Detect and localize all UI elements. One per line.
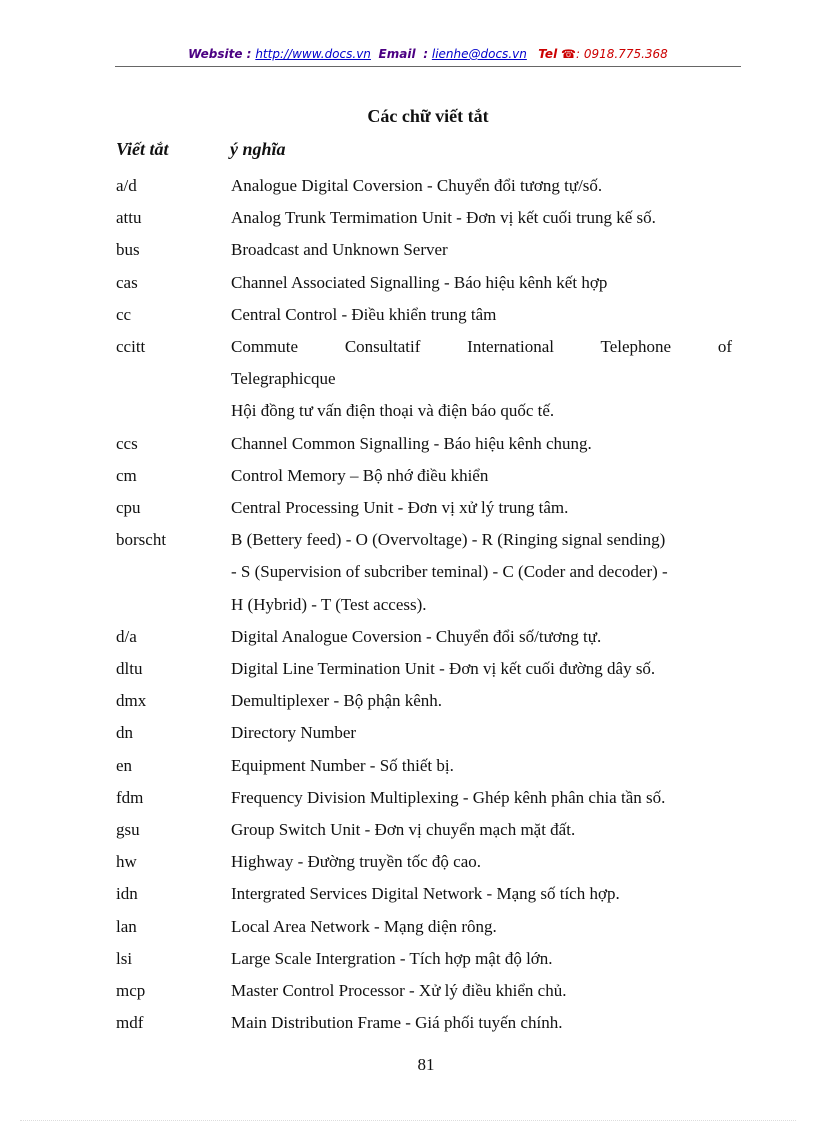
column-header-abbr: Viết tắt xyxy=(116,139,169,159)
abbreviation-meaning: B (Bettery feed) - O (Overvoltage) - R (Ringing signal sending) xyxy=(231,530,666,550)
list-item xyxy=(116,878,732,910)
abbreviation-meaning: Local Area Network - Mạng diện rông. xyxy=(231,916,497,936)
list-item xyxy=(116,814,732,846)
list-item xyxy=(116,170,732,202)
abbreviation-meaning: Digital Line Termination Unit - Đơn vị kết cuối đường dây số. xyxy=(231,659,656,679)
abbreviation-term: bus xyxy=(116,240,140,260)
abbreviation-meaning: Highway - Đường truyền tốc độ cao. xyxy=(231,852,482,872)
abbreviation-term: dltu xyxy=(116,659,143,679)
abbreviation-meaning: Directory Number xyxy=(231,723,357,743)
abbreviation-meaning: Demultiplexer - Bộ phận kênh. xyxy=(231,691,443,711)
abbreviation-meaning: Telegraphicque xyxy=(231,369,336,389)
email-link[interactable]: lienhe@docs.vn xyxy=(431,47,527,61)
abbreviation-term: cpu xyxy=(116,498,141,518)
abbreviation-meaning: Channel Associated Signalling - Báo hiệu kênh kết hợp xyxy=(231,272,608,292)
abbreviation-meaning: Frequency Division Multiplexing - Ghép kênh phân chia tần số. xyxy=(231,787,666,807)
list-item xyxy=(116,1007,732,1039)
abbreviation-term: cas xyxy=(116,272,138,292)
abbreviation-meaning: Large Scale Intergration - Tích hợp mật độ lớn. xyxy=(231,948,553,968)
abbreviation-meaning: Channel Common Signalling - Báo hiệu kênh chung. xyxy=(231,433,592,453)
list-item xyxy=(116,299,732,331)
list-item xyxy=(116,556,732,588)
abbreviation-meaning: Hội đồng tư vấn điện thoại và điện báo quốc tế. xyxy=(231,401,555,421)
list-item xyxy=(116,363,732,395)
abbreviation-meaning: Control Memory – Bộ nhớ điều khiển xyxy=(231,465,489,485)
abbreviation-meaning: Intergrated Services Digital Network - Mạng số tích hợp. xyxy=(231,884,620,904)
list-item xyxy=(116,234,732,266)
abbreviation-list xyxy=(116,170,732,1039)
abbreviation-term: mcp xyxy=(116,981,146,1001)
abbreviation-term: hw xyxy=(116,852,137,872)
abbreviation-meaning: Equipment Number - Số thiết bị. xyxy=(231,755,454,775)
abbreviation-term: a/d xyxy=(116,176,137,195)
list-item xyxy=(116,331,732,363)
abbreviation-meaning: Central Control - Điều khiển trung tâm xyxy=(231,304,497,324)
list-item xyxy=(116,717,732,749)
abbreviation-term: dn xyxy=(116,723,133,743)
page-number: 81 xyxy=(417,1055,435,1074)
list-item xyxy=(116,911,732,943)
list-item xyxy=(116,428,732,460)
website-link[interactable]: http://www.docs.vn xyxy=(255,47,371,61)
list-item xyxy=(116,202,732,234)
abbreviation-term: mdf xyxy=(116,1013,144,1033)
abbreviation-term: ccs xyxy=(116,433,138,453)
abbreviation-meaning: Main Distribution Frame - Giá phối tuyến chính. xyxy=(231,1013,563,1033)
list-item xyxy=(116,653,732,685)
abbreviation-term: borscht xyxy=(116,530,167,550)
abbreviation-meaning: H (Hybrid) - T (Test access). xyxy=(231,594,427,614)
abbreviation-term: cc xyxy=(116,304,132,324)
list-item xyxy=(116,943,732,975)
abbreviation-term: en xyxy=(116,755,133,775)
column-header-meaning: ý nghĩa xyxy=(230,139,286,159)
list-item xyxy=(116,460,732,492)
abbreviation-term: fdm xyxy=(116,787,144,807)
abbreviation-term: cm xyxy=(116,465,137,485)
abbreviation-term: attu xyxy=(116,208,142,228)
abbreviation-meaning: Central Processing Unit - Đơn vị xử lý trung tâm. xyxy=(231,498,569,518)
tel-value: : 0918.775.368 xyxy=(575,47,668,61)
abbreviation-meaning: Analog Trunk Termimation Unit - Đơn vị kết cuối trung kế số. xyxy=(231,208,656,228)
abbreviation-term: d/a xyxy=(116,626,137,646)
list-item xyxy=(116,492,732,524)
abbreviation-term: dmx xyxy=(116,691,147,711)
abbreviation-meaning: Broadcast and Unknown Server xyxy=(231,240,448,260)
tel-label: Tel xyxy=(538,47,558,61)
page-title: Các chữ viết tắt xyxy=(367,106,489,126)
list-item xyxy=(116,782,732,814)
abbreviation-meaning: Digital Analogue Coversion - Chuyển đổi số/tương tự. xyxy=(231,626,602,646)
abbreviation-term: idn xyxy=(116,884,138,904)
list-item xyxy=(116,395,732,427)
list-item xyxy=(116,621,732,653)
email-label: Email xyxy=(378,47,416,61)
header-divider xyxy=(115,66,741,67)
list-item xyxy=(116,975,732,1007)
abbreviation-term: gsu xyxy=(116,820,140,840)
email-separator: : xyxy=(423,47,429,61)
abbreviation-term: ccitt xyxy=(116,337,146,357)
list-item xyxy=(116,685,732,717)
abbreviation-meaning: - S (Supervision of subcriber teminal) - C (Coder and decoder) - xyxy=(231,562,668,582)
abbreviation-term: lsi xyxy=(116,948,133,968)
page-header xyxy=(115,47,741,61)
phone-icon: ☎ xyxy=(561,47,576,61)
list-item xyxy=(116,750,732,782)
abbreviation-term: lan xyxy=(116,916,137,936)
abbreviation-meaning: Analogue Digital Coversion - Chuyển đổi tương tự/số. xyxy=(231,176,603,195)
list-item xyxy=(116,524,732,556)
list-item xyxy=(116,267,732,299)
abbreviation-meaning: Commute Consultatif International Telephone of xyxy=(231,337,732,357)
page-bottom-rule xyxy=(20,1120,796,1121)
abbreviation-meaning: Group Switch Unit - Đơn vị chuyển mạch mặt đất. xyxy=(231,820,576,840)
list-item xyxy=(116,846,732,878)
list-item xyxy=(116,589,732,621)
website-label: Website : xyxy=(188,47,252,61)
abbreviation-meaning: Master Control Processor - Xử lý điều khiển chủ. xyxy=(231,981,567,1001)
